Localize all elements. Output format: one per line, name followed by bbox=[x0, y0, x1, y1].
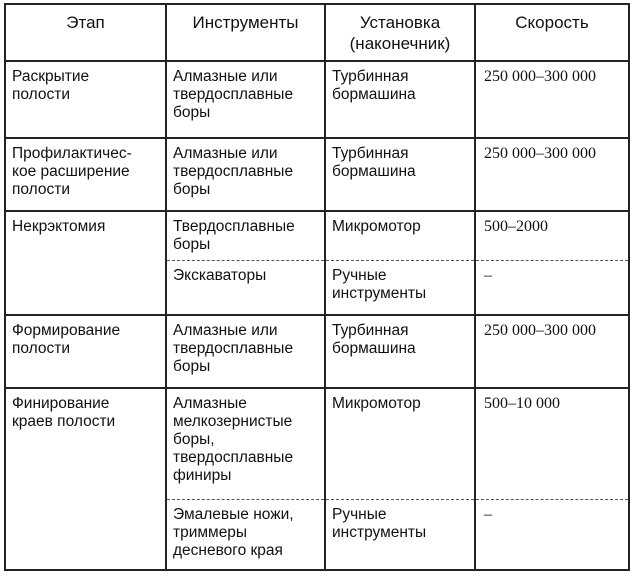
table-header-row bbox=[5, 4, 629, 61]
stage-cell: Раскрытие полости bbox=[5, 61, 166, 138]
header-speed: Скорость bbox=[475, 4, 629, 61]
table-row bbox=[5, 211, 629, 261]
header-stage: Этап bbox=[5, 4, 166, 61]
tools-cell: Твердосплавные боры bbox=[166, 211, 325, 261]
tools-cell: Экскаваторы bbox=[166, 261, 325, 315]
header-tools: Инструменты bbox=[166, 4, 325, 61]
instruments-table bbox=[4, 3, 630, 571]
stage-cell: Формирование полости bbox=[5, 315, 166, 388]
header-device: Установка (наконечник) bbox=[325, 4, 475, 61]
speed-cell: 250 000–300 000 bbox=[475, 315, 629, 388]
tools-cell: Алмазные или твердосплавные боры bbox=[166, 61, 325, 138]
speed-cell: 250 000–300 000 bbox=[475, 138, 629, 211]
speed-cell: – bbox=[475, 261, 629, 315]
speed-cell: 250 000–300 000 bbox=[475, 61, 629, 138]
tools-cell: Алмазные или твердосплавные боры bbox=[166, 315, 325, 388]
stage-cell: Некрэктомия bbox=[5, 211, 166, 315]
device-cell: Ручные инструменты bbox=[325, 261, 475, 315]
stage-cell: Финирование краев полости bbox=[5, 388, 166, 570]
table-row bbox=[5, 388, 629, 500]
tools-cell: Алмазные или твердосплавные боры bbox=[166, 138, 325, 211]
tools-cell: Эмалевые ножи, триммеры десневого края bbox=[166, 500, 325, 570]
stage-cell: Профилактичес- кое расширение полости bbox=[5, 138, 166, 211]
table-row bbox=[5, 138, 629, 211]
speed-cell: 500–10 000 bbox=[475, 388, 629, 500]
tools-cell: Алмазные мелкозернистые боры, твердосплавные финиры bbox=[166, 388, 325, 500]
speed-cell: 500–2000 bbox=[475, 211, 629, 261]
device-cell: Микромотор bbox=[325, 388, 475, 500]
device-cell: Турбинная бормашина bbox=[325, 61, 475, 138]
device-cell: Турбинная бормашина bbox=[325, 138, 475, 211]
device-cell: Турбинная бормашина bbox=[325, 315, 475, 388]
device-cell: Микромотор bbox=[325, 211, 475, 261]
device-cell: Ручные инструменты bbox=[325, 500, 475, 570]
table-row bbox=[5, 315, 629, 388]
speed-cell: – bbox=[475, 500, 629, 570]
table-row bbox=[5, 61, 629, 138]
